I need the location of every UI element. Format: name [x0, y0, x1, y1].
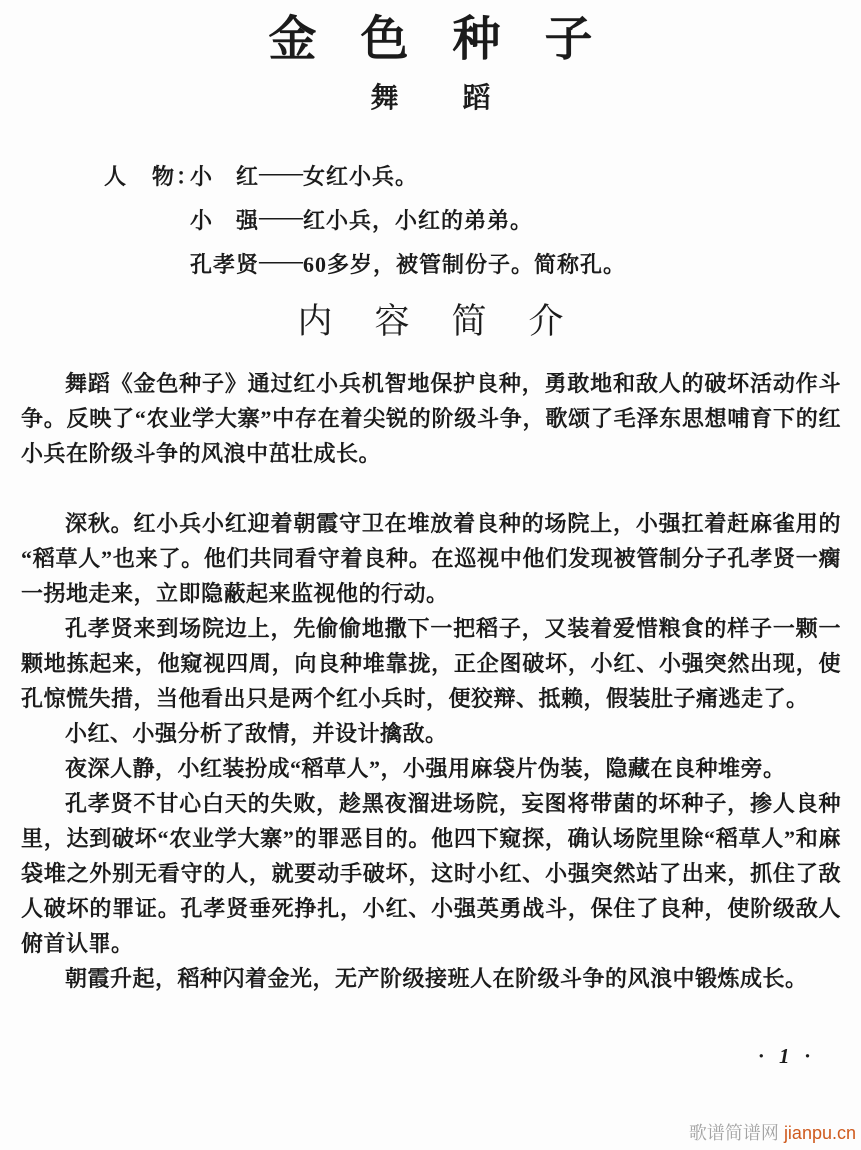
document-title: 金色种子: [268, 13, 637, 66]
page-number: · 1 ·: [758, 1044, 815, 1068]
synopsis-paragraph: 孔孝贤来到场院边上，先偷偷地撒下一把稻子，又装着爱惜粮食的样子一颗一颗地拣起来，他窥视四周，向良种堆靠拢，正企图破坏，小红、小强突然出现，使孔惊慌失措，当他看出只是两个红小兵时，便狡辩、抵赖，假装肚子痛逃走了。: [21, 616, 841, 711]
document-subtitle: 舞蹈: [370, 83, 555, 114]
character-row: [104, 160, 626, 204]
synopsis-paragraph: 小红、小强分析了敌情，并设计擒敌。: [65, 721, 448, 746]
synopsis-paragraph: 深秋。红小兵小红迎着朝霞守卫在堆放着良种的场院上，小强扛着赶麻雀用的“稻草人”也来了。他们共同看守着良种。在巡视中他们发现被管制分子孔孝贤一瘸一拐地走来，立即隐蔽起来监视他的行动。: [21, 511, 841, 606]
character-description: 女红小兵。: [303, 164, 419, 189]
synopsis-paragraph: 孔孝贤不甘心白天的失败，趁黑夜溜进场院，妄图将带菌的坏种子，掺人良种里，达到破坏“农业学大寨”的罪恶目的。他四下窥探，确认场院里除“稻草人”和麻袋堆之外别无看守的人，就要动手破坏，这时小红、小强突然站了出来，抓住了敌人破坏的罪证。孔孝贤垂死挣扎，小红、小强英勇战斗，保住了良种，使阶级敌人俯首认罪。: [21, 791, 841, 956]
synopsis-heading: 内容简介: [297, 302, 606, 341]
character-dash: ——: [259, 160, 304, 185]
character-description: 红小兵，小红的弟弟。: [303, 208, 534, 233]
character-name: 小 红: [190, 164, 260, 189]
characters-section: [104, 160, 626, 292]
watermark-site-url: jianpu.cn: [783, 1123, 856, 1143]
character-name: 孔孝贤: [190, 252, 260, 277]
watermark-site-name: 歌谱简谱网: [688, 1123, 779, 1143]
character-name: 小 强: [190, 208, 260, 233]
synopsis-section: [21, 366, 841, 996]
synopsis-paragraph: 朝霞升起，稻种闪着金光，无产阶级接班人在阶级斗争的风浪中锻炼成长。: [65, 966, 808, 991]
synopsis-paragraph: 舞蹈《金色种子》通过红小兵机智地保护良种，勇敢地和敌人的破坏活动作斗争。反映了“农业学大寨”中存在着尖锐的阶级斗争，歌颂了毛泽东思想哺育下的红小兵在阶级斗争的风浪中茁壮成长。: [21, 371, 841, 466]
character-row: [104, 248, 626, 292]
watermark: [689, 1119, 856, 1145]
synopsis-paragraph: 夜深人静，小红装扮成“稻草人”，小强用麻袋片伪装，隐藏在良种堆旁。: [65, 756, 786, 781]
character-dash: ——: [259, 248, 304, 273]
characters-label: 人 物：: [104, 164, 201, 189]
character-description: 60多岁，被管制份子。简称孔。: [303, 252, 627, 277]
character-dash: ——: [259, 204, 304, 229]
character-row: [104, 204, 626, 248]
